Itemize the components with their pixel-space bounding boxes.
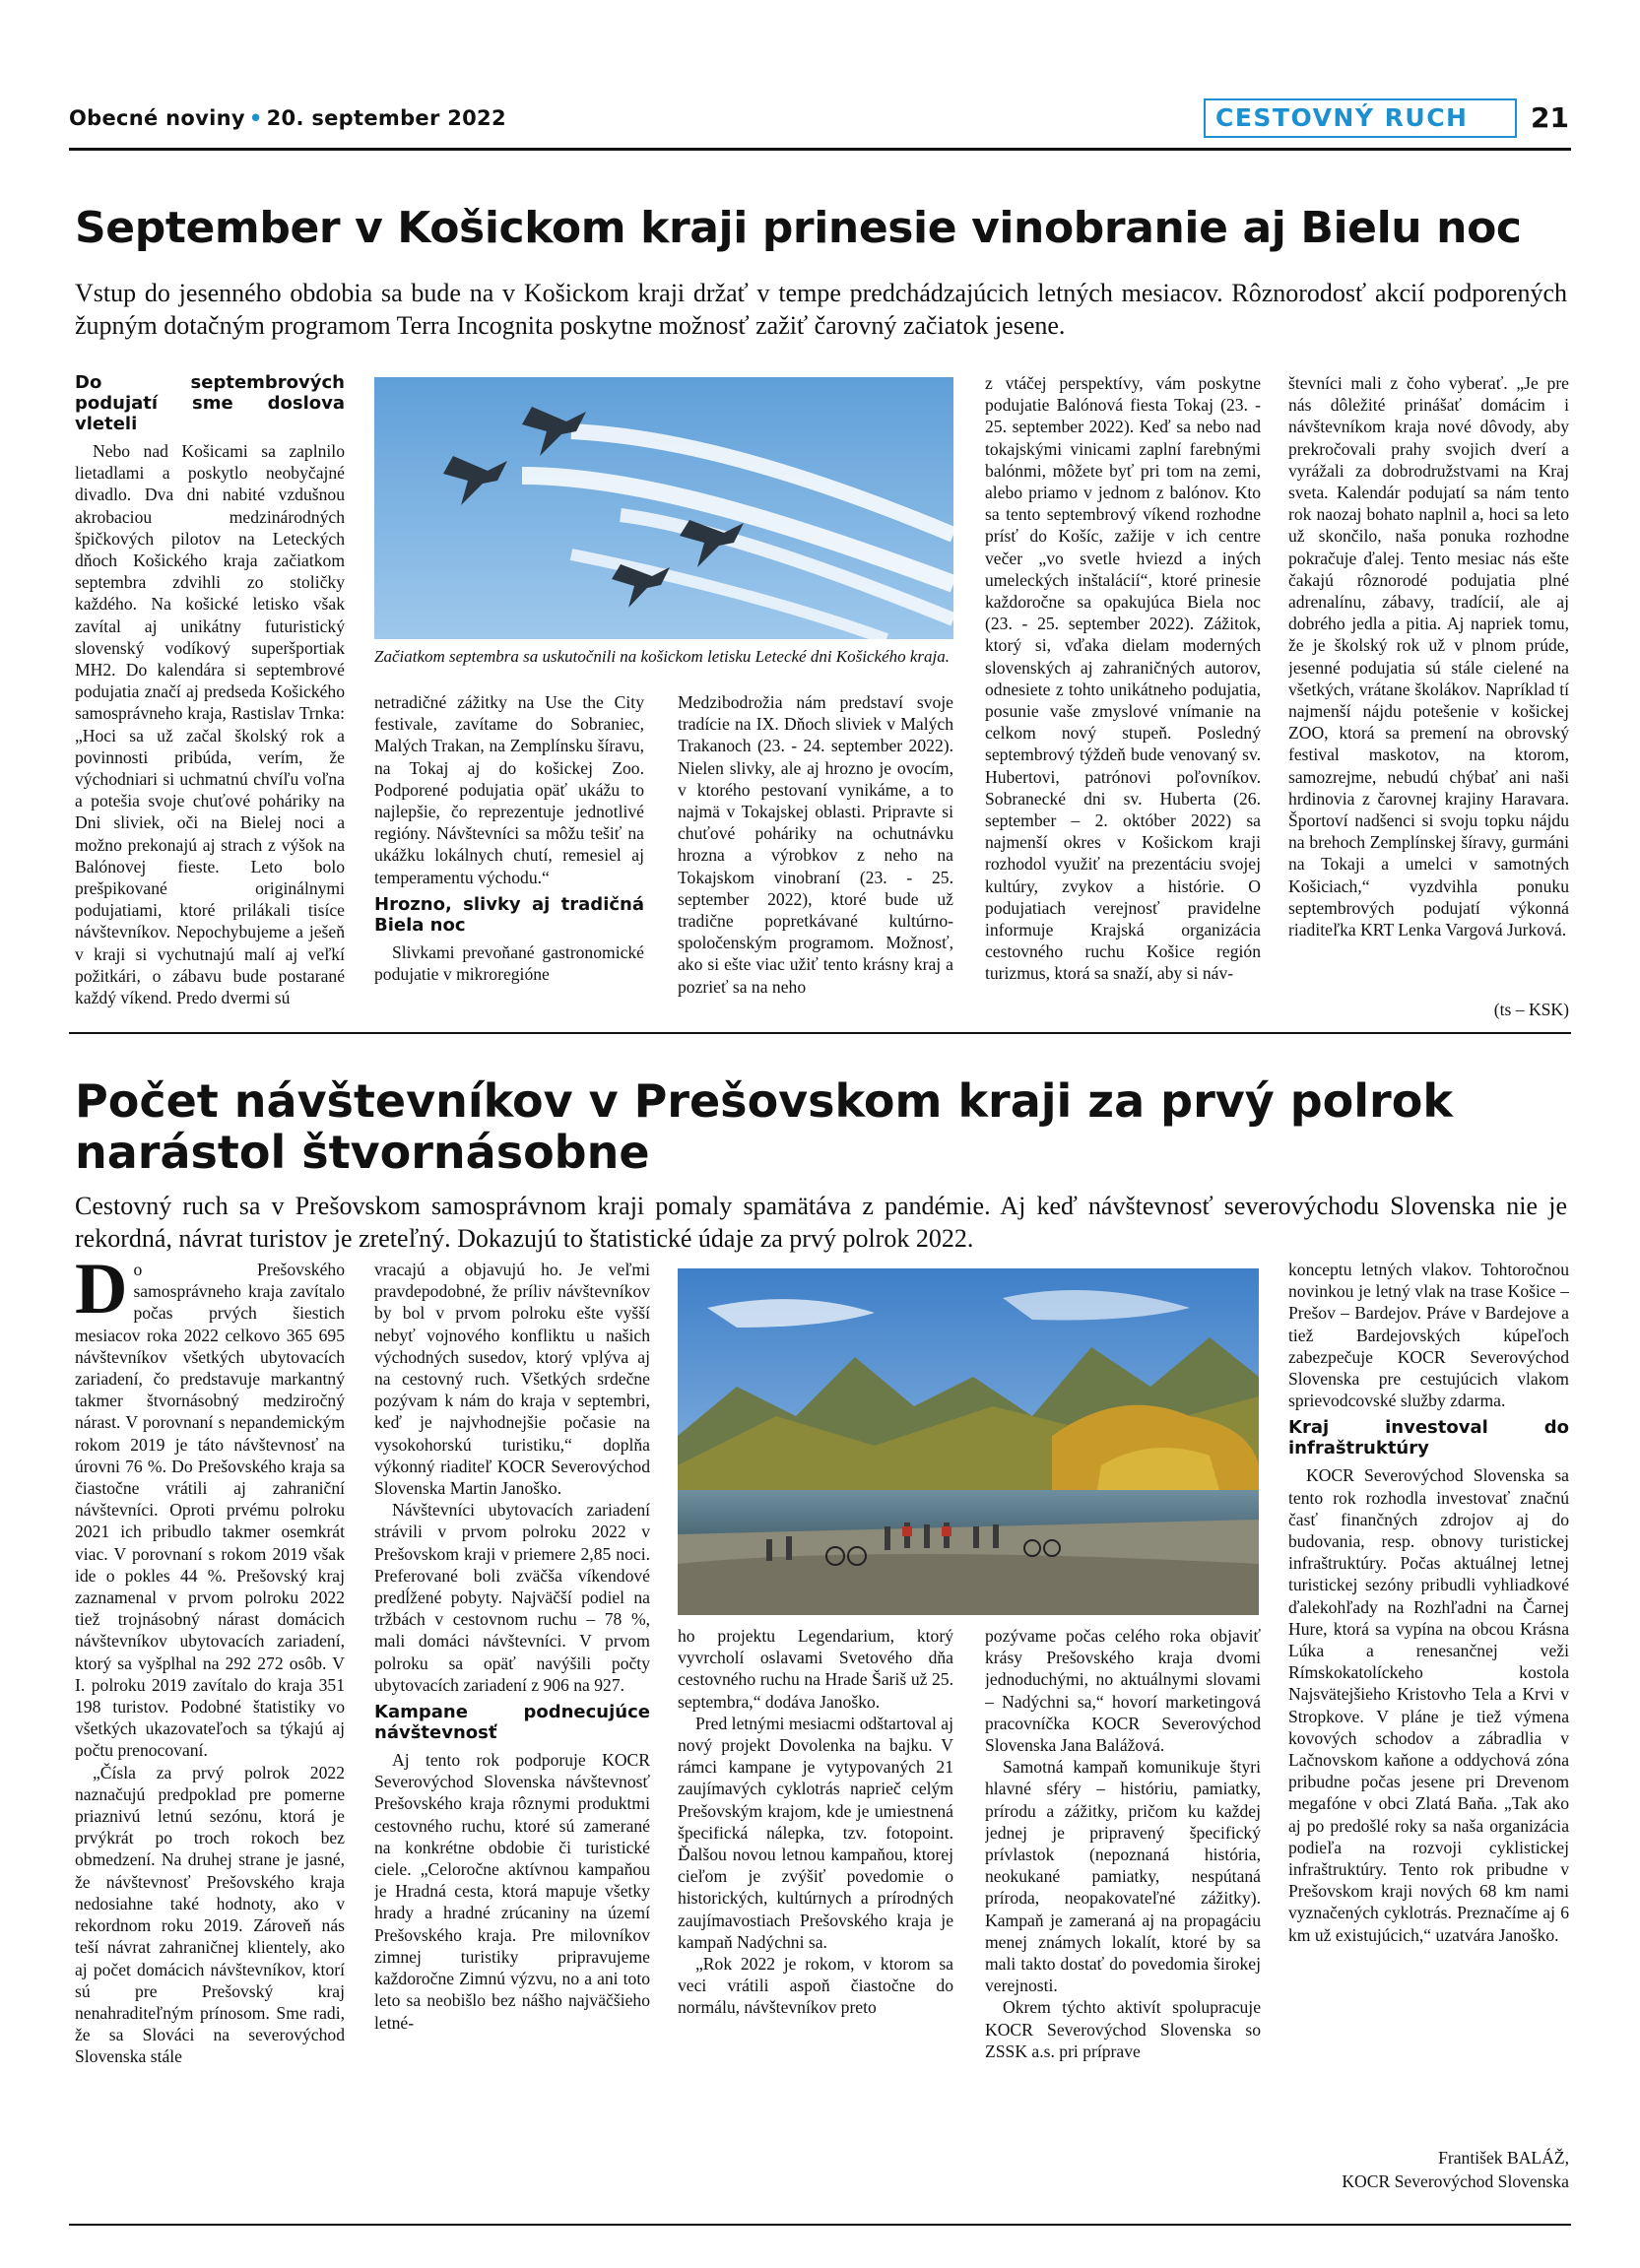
article1-paragraph: Medzibodrožia nám predstaví svoje tradície na IX. Dňoch sliviek v Malých Trakanoch (23. - 24. september 2022). Nielen slivky, ale aj hrozno je ovocím, v ktorého pestovaní vynikáme, a to najmä v Tokajskej oblasti. Pripravte si chuťové poháriky na ochutnávku hrozna a výrobkov z neho na Tokajskom vinobraní (23. - 25. september 2022), ktoré bude už tradične popretkávané kultúrno-spoločenským programom. Možnosť, ako si ešte viac užiť tento krásny kraj a pozrieť sa na neho [678, 692, 953, 997]
article1-paragraph: števníci mali z čoho vyberať. „Je pre nás dôležité prinášať domácim i návštevníkom kraja nové dôvody, aby prekročovali prahy svojich dverí a vyrážali za dobrodružstvami na Kraj sveta. Kalendár podujatí sa nám tento rok naozaj bohato naplnil a, hoci sa leto už skončilo, naša ponuka rozhodne pokračuje ďalej. Tento mesiac nás ešte čakajú rôznorodé podujatia plné adrenalínu, zábavy, tradícií, ale aj dobrého jedla a pitia. Aj napriek tomu, že je školský rok už v plnom prúde, jesenné podujatia sú stále cielené na všetkých, vrátane školákov. Napríklad tí najmenší nájdu potešenie v košickej ZOO, ktorá sa premení na obrovský festival maskotov, na ktorom, samozrejme, nebudú chýbať ani naši hrdinovia z čarovnej krajiny Haravara. Športoví nadšenci si svoju topku nájdu na brehoch Zemplínskej šíravy, gurmáni na Tokaji a umelci v samotných Košiciach,“ vyzdvihla ponuku septembrových podujatí výkonná riaditeľka KRT Lenka Vargová Jurková. [1288, 373, 1569, 940]
publication-name: Obecné noviny [69, 106, 245, 130]
article2-paragraph: pozývame počas celého roka objaviť krásy Prešovského kraja dvomi jednoduchými, no aktuálnymi slovami – Nadýchni sa,“ hovorí marketingová pracovníčka KOCR Severovýchod Slovenska Jana Balážová. [985, 1626, 1261, 1756]
article1-subheading-1: Do septembrových podujatí sme doslova vleteli [75, 372, 345, 434]
issue-date: 20. september 2022 [266, 106, 506, 130]
article1-signature: (ts – KSK) [1493, 1000, 1569, 1019]
article1-paragraph: Slivkami prevoňané gastronomické podujatie v mikroregióne [374, 941, 644, 985]
article2-lead: Cestovný ruch sa v Prešovskom samosprávnom kraji pomaly spamätáva z pandémie. Aj keď návštevnosť severovýchodu Slovenska nie je rekordná, návrat turistov je zreteľný. Dokazujú to štatistické údaje za prvý polrok 2022. [75, 1192, 1567, 1253]
article2-paragraph: vracajú a objavujú ho. Je veľmi pravdepodobné, že príliv návštevníkov by bol v prvom polroku ešte vyšší nebyť vojnového konfliktu u našich východných susedov, ktorý vplýva aj na cestovný ruch. Všetkých srdečne pozývam k nám do kraja v septembri, keď je najvhodnejšie počasie na vysokohorskú turistiku,“ doplňa výkonný riaditeľ KOCR Severovýchod Slovenska Martin Janoško. [374, 1260, 650, 1499]
article1-column-4 [985, 372, 1261, 1024]
article2-paragraph: o Prešovského samosprávneho kraja zavítalo počas prvých šiestich mesiacov roka 2022 celkovo 365 695 návštevníkov všetkých ubytovacích zariadení, čo predstavuje markantný takmer štvornásobný medziročný nárast. V porovnaní s nepandemickým rokom 2019 je táto návštevnosť na úrovni 76 %. Do Prešovského kraja sa čiastočne vrátili aj zahraniční návštevníci. Oproti prvému polroku 2021 ich pribudlo takmer osemkrát viac. V porovnaní s rokom 2019 však ide o pokles 44 %. Prešovský kraj zaznamenal v prvom polroku 2022 tiež trojnásobný nárast domácich návštevníkov ubytovacích zariadení, ktorý sa vyšplhal na 292 272 osôb. V I. polroku 2019 zavítalo do kraja 351 198 turistov. Podobné štatistiky vo všetkých ukazovateľoch sa týkajú aj počtu prenocovaní. [75, 1260, 345, 1761]
masthead [69, 106, 506, 130]
article2-subheading-2: Kraj investoval do infraštruktúry [1288, 1417, 1569, 1459]
article2-signature-org: KOCR Severovýchod Slovenska [1342, 2171, 1569, 2191]
article2-paragraph: Pred letnými mesiacmi odštartoval aj nový projekt Dovolenka na bajku. V rámci kampane je vytypovaných 21 zaujímavých cyklotrás naprieč celým Prešovským krajom, kde je umiestnená špecifická nálepka, tzv. fotopoint. Ďalšou novou letnou kampaňou, ktorej cieľom je zvýšiť povedomie o historických, kultúrnych a prírodných zaujímavostiach Prešovského kraja je kampaň Nadýchni sa. [678, 1713, 953, 1952]
article2-paragraph: Aj tento rok podporuje KOCR Severovýchod Slovenska návštevnosť Prešovského kraja rôznymi produktmi cestovného ruchu, ktoré sú zamerané na konkrétne obdobie či turistické ciele. „Celoročne aktívnou kampaňou je Hradná cesta, ktorá mapuje všetky hrady a hradné zrúcaniny na území Prešovského kraja. Pre milovníkov zimnej turistiky pripravujeme každoročne Zimnú výzvu, no a ani toto leto sa neobišlo bez nášho najväčšieho letné- [374, 1750, 650, 2033]
article2-headline-line-1: Počet návštevníkov v Prešovskom kraji za prvý polrok [75, 1074, 1453, 1128]
article2-paragraph: konceptu letných vlakov. Tohtoročnou novinkou je letný vlak na trase Košice – Prešov – Bardejov. Práve v Bardejove a tiež Bardejovských kúpeľoch zabezpečuje KOCR Severovýchod Slovenska pre cestujúcich vlakom sprievodcovské služby zdarma. [1288, 1260, 1569, 1411]
airshow-photo [374, 377, 953, 639]
article2-signature-name: František BALÁŽ, [1438, 2148, 1569, 2168]
article1-subheading-2: Hrozno, slivky aj tradičná Biela noc [374, 893, 644, 936]
article2-headline-line-2: narástol štvornásobne [75, 1126, 650, 1179]
article1-lead: Vstup do jesenného obdobia sa bude na v Košickom kraji držať v tempe predchádzajúcich letných mesiacov. Rôznorodosť akcií podporených župným dotačným programom Terra Incognita poskytne možnosť zažiť čarovný začiatok jesene. [75, 279, 1567, 340]
article1-column-5 [1288, 372, 1569, 1024]
section-label: CESTOVNÝ RUCH [1204, 98, 1517, 138]
article1-column-3 [678, 691, 953, 1024]
page-number: 21 [1531, 101, 1569, 134]
article2-paragraph: KOCR Severovýchod Slovenska sa tento rok rozhodla investovať značnú časť finančných zdrojov aj do budovania, resp. obnovy turistickej infraštruktúry. Počas aktuálnej letnej turistickej sezóny pribudli vyhliadkové ďalekohľady na Rozhľadni na Čarnej Hure, ktorá sa vypína na obcou Krásna Lúka a renesančnej veži Rímskokatolíckeho kostola Najsvätejšieho Kristovho Tela a Krvi v Stropkove. V pláne je tiež výmena kovových schodov a zábradlia v Lačnovskom kaňone a oddychová zóna pribudne počas jesene pri Drevenom megafóne v obci Zlatá Baňa. „Tak ako aj po predošlé roky sa naša organizácia podieľa na rozvoji cyklistickej infraštruktúry. Tento rok pribudne v Prešovskom kraji nových 68 km nami vyznačených cyklotrás. Preznačíme aj 6 km už existujúcich,“ uzatvára Janoško. [1288, 1465, 1569, 1945]
article1-paragraph: netradičné zážitky na Use the City festivale, zavítame do Sobraniec, Malých Trakan, na Zemplínsku šíravu, na Tokaj aj do košickej Zoo. Podporené podujatia opäť ukážu to najlepšie, čo reprezentuje jednotlivé regióny. Návštevníci sa môžu tešiť na ukážku lokálnych chutí, remesiel aj temperamentu východu.“ [374, 692, 644, 887]
article2-paragraph: Návštevníci ubytovacích zariadení strávili v prvom polroku 2022 v Prešovskom kraji v priemere 2,85 noci. Preferované boli zväčša víkendové predĺžené pobyty. Najväčší podiel na tržbách v cestovnom ruchu – 78 %, mali domáci návštevníci. V prvom polroku sa opäť navýšili počty ubytovacích zariadení z 906 na 927. [374, 1500, 650, 1695]
article2-column-1 [75, 1259, 345, 2214]
article1-column-1 [75, 372, 345, 1024]
airshow-photo-caption: Začiatkom septembra sa uskutočnili na košickom letisku Letecké dni Košického kraja. [374, 647, 951, 666]
article2-column-2 [374, 1259, 650, 2214]
article2-subheading-1: Kampane podnecujúce návštevnosť [374, 1702, 650, 1744]
article1-paragraph: Nebo nad Košicami sa zaplnilo lietadlami a poskytlo neobyčajné divadlo. Dva dni nabité vzdušnou akrobaciou medzinárodných špičkových pilotov na Leteckých dňoch Košického kraja začiatkom septembra zdvihli zo stoličky každého. Na košické letisko však zavítal aj unikátny futuristický slovenský vodíkový superšportiak MH2. Do kalendára si septembrové podujatia značí aj predseda Košického samosprávneho kraja, Rastislav Trnka: „Hoci sa už začal školský rok a povinnosti pribúda, verím, že východniari si uchmatnú chvíľu voľna a potešia svoje chuťové poháriky na Dni sliviek, oči na Bielej noci a možno prekonajú aj strach z výšok na Balónovej fieste. Leto bolo prešpikované originálnymi podujatiami, ktoré prilákali tisíce návštevníkov. Nepochybujeme a ješeň v kraji si vychutnajú malí aj veľkí požitkári, o zábavu bude postarané každý víkend. Predo dvermi sú [75, 441, 345, 1008]
footer-rule [69, 2224, 1571, 2226]
article2-column-3 [678, 1625, 953, 2214]
article2-paragraph: Okrem týchto aktivít spolupracuje KOCR Severovýchod Slovenska so ZSSK a.s. pri príprave [985, 1997, 1261, 2061]
article2-column-4 [985, 1625, 1261, 2214]
separator-dot: • [248, 106, 263, 130]
article2-paragraph: Samotná kampaň komunikuje štyri hlavné sféry – históriu, pamiatky, prírodu a zážitky, pričom ku každej jednej je pripravený špecifický prívlastok (nepoznaná história, neokukané pamiatky, nespútaná príroda, neopakovateľné zážitky). Kampaň je zameraná aj na propagáciu menej známych lokalít, ktoré by sa mali takto dostať do povedomia širokej verejnosti. [985, 1757, 1261, 1996]
article2-paragraph: ho projektu Legendarium, ktorý vyvrcholí oslavami Svetového dňa cestovného ruchu na Hrade Šariš už 25. septembra,“ dodáva Janoško. [678, 1626, 953, 1712]
article1-paragraph: z vtáčej perspektívy, vám poskytne podujatie Balónová fiesta Tokaj (23. - 25. september 2022). Keď sa nebo nad tokajskými vinicami zaplní farebnými balónmi, môžete byť pri tom na zemi, alebo priamo v jednom z balónov. Kto sa tento septembrový víkend rozhodne prísť do Košíc, zažije v ich centre večer „vo svetle hviezd a iných umeleckých inštalácií“, ktoré prinesie každoročne sa opakujúca Biela noc (23. - 25. september 2022). Zážitok, ktorý si, vďaka dielam moderných slovenských aj zahraničných autorov, odnesiete z tohto unikátneho podujatia, posunie vaše zmyslové vnímanie na celkom nový stupeň. Posledný septembrový týždeň bude venovaný sv. Hubertovi, patrónovi poľovníkov. Sobranecké dni sv. Huberta (26. september – 2. október 2022) sa najmenší okres v Košickom kraji rozhodol využiť na prezentáciu svojej kultúry, zvykov a histórie. O podujatiach verejnosť pravidelne informuje Krajská organizácia cestovného ruchu Košice región turizmus, ktorá sa snaží, aby si náv- [985, 373, 1261, 984]
article1-column-2 [374, 691, 644, 1024]
article1-headline: September v Košickom kraji prinesie vinobranie aj Bielu noc [75, 203, 1522, 253]
article2-dropcap: D [75, 1259, 128, 1329]
landscape-photo [678, 1268, 1259, 1615]
article2-paragraph: „Čísla za prvý polrok 2022 naznačujú predpoklad pre pomerne priaznivú letnú sezónu, ktorá je prvýkrát po troch rokoch bez obmedzení. Na druhej strane je jasné, že návštevnosť Prešovského kraja nedosiahne také hodnoty, ako v rekordnom roku 2019. Zároveň nás teší návrat zahraničnej klientely, ako aj počet domácich návštevníkov, ktorí sú pre Prešovský kraj nenahraditeľným prínosom. Sme radi, že sa Slováci na severovýchod Slovenska stále [75, 1762, 345, 2067]
article2-column-5 [1288, 1259, 1569, 2145]
article2-paragraph: „Rok 2022 je rokom, v ktorom sa veci vrátili aspoň čiastočne do normálu, návštevníkov preto [678, 1954, 953, 2018]
header-rule [69, 148, 1571, 151]
article-separator [69, 1032, 1571, 1034]
